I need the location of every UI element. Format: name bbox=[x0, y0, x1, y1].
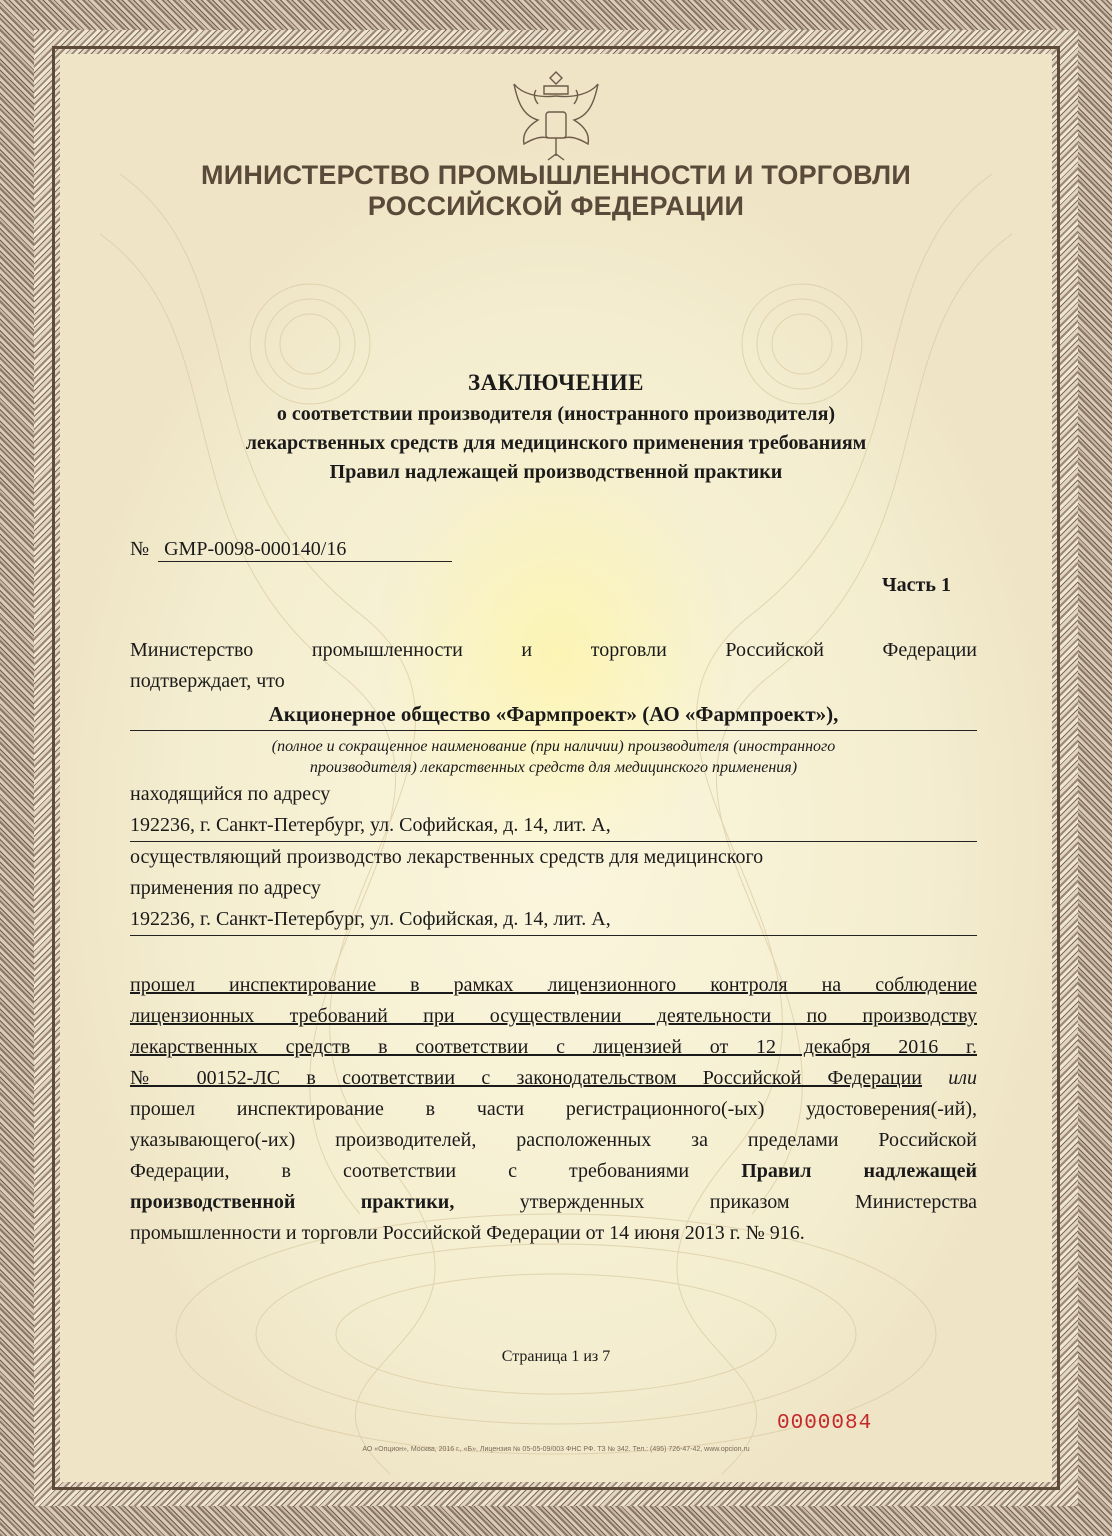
production-line-2: применения по адресу bbox=[130, 877, 321, 899]
page-number: Страница 1 из 7 bbox=[501, 1348, 611, 1365]
inspection-or: или bbox=[948, 1067, 977, 1089]
certificate-number-value: GMP-0098-000140/16 bbox=[158, 538, 452, 562]
inspection-line-7a: Федерации, в соответствии с требованиями bbox=[130, 1160, 690, 1182]
inspection-line-7 bbox=[130, 1156, 977, 1187]
company-caption-line-2: производителя) лекарственных средств для медицинского применения) bbox=[309, 759, 798, 776]
inspection-line-4 bbox=[130, 1063, 977, 1094]
inspection-paragraph bbox=[130, 970, 977, 1249]
confirm-line-1: Министерство промышленности и торговли Российской Федерации bbox=[130, 639, 977, 661]
inspection-line-7b: Правил надлежащей bbox=[741, 1160, 978, 1182]
ministry-name-line-2: РОССИЙСКОЙ ФЕДЕРАЦИИ bbox=[367, 191, 745, 221]
printer-imprint: АО «Опцион», Москва, 2016 г., «Б». Лицензия № 05-05-09/003 ФНС РФ. ТЗ № 342. Тел.: (495) 726-47-42, www.opcion.ru bbox=[362, 1446, 750, 1453]
inspection-line-2: лицензионных требований при осуществлении деятельности по производству bbox=[130, 1005, 977, 1027]
serial-number: 0000084 bbox=[777, 1412, 873, 1435]
inspection-line-8a: производственной практики, bbox=[130, 1191, 455, 1213]
confirm-line-2: подтверждает, что bbox=[130, 670, 285, 692]
inspection-line-1: прошел инспектирование в рамках лицензионного контроля на соблюдение bbox=[130, 974, 977, 996]
inspection-line-9: промышленности и торговли Российской Федерации от 14 июня 2013 г. № 916. bbox=[130, 1222, 805, 1244]
document-subtitle-line-1: о соответствии производителя (иностранного производителя) bbox=[276, 403, 836, 425]
certificate-number bbox=[130, 538, 452, 562]
inspection-line-6: указывающего(-их) производителей, расположенных за пределами Российской bbox=[130, 1129, 977, 1151]
inspection-line-4-text: № 00152-ЛС в соответствии с законодательством Российской Федерации bbox=[130, 1067, 923, 1089]
document-subtitle-line-2: лекарственных средств для медицинского применения требованиям bbox=[245, 432, 867, 454]
document-title: ЗАКЛЮЧЕНИЕ bbox=[468, 370, 644, 395]
inspection-line-5: прошел инспектирование в части регистрационного(-ых) удостоверения(-ий), bbox=[130, 1098, 977, 1120]
company-caption bbox=[150, 736, 957, 778]
coat-of-arms-emblem bbox=[508, 64, 604, 174]
inspection-line-8b: утвержденных приказом Министерства bbox=[519, 1191, 977, 1213]
production-address: 192236, г. Санкт-Петербург, ул. Софийская, д. 14, лит. А, bbox=[130, 904, 977, 936]
inspection-line-3: лекарственных средств в соответствии с лицензией от 12 декабря 2016 г. bbox=[130, 1036, 977, 1058]
ministry-name-line-1: МИНИСТЕРСТВО ПРОМЫШЛЕННОСТИ И ТОРГОВЛИ bbox=[201, 160, 911, 190]
document-page bbox=[60, 54, 1052, 1482]
document-subtitle-line-3: Правил надлежащей производственной практики bbox=[329, 461, 783, 483]
company-caption-line-1: (полное и сокращенное наименование (при наличии) производителя (иностранного bbox=[271, 738, 836, 755]
address-label: находящийся по адресу bbox=[130, 783, 331, 805]
company-name: Акционерное общество «Фармпроект» (АО «Фармпроект»), bbox=[130, 702, 977, 731]
part-label: Часть 1 bbox=[882, 574, 951, 596]
inspection-line-8 bbox=[130, 1187, 977, 1218]
address-value: 192236, г. Санкт-Петербург, ул. Софийская, д. 14, лит. А, bbox=[130, 810, 977, 842]
number-sign: № bbox=[130, 538, 150, 560]
production-line-1: осуществляющий производство лекарственных средств для медицинского bbox=[130, 846, 764, 868]
